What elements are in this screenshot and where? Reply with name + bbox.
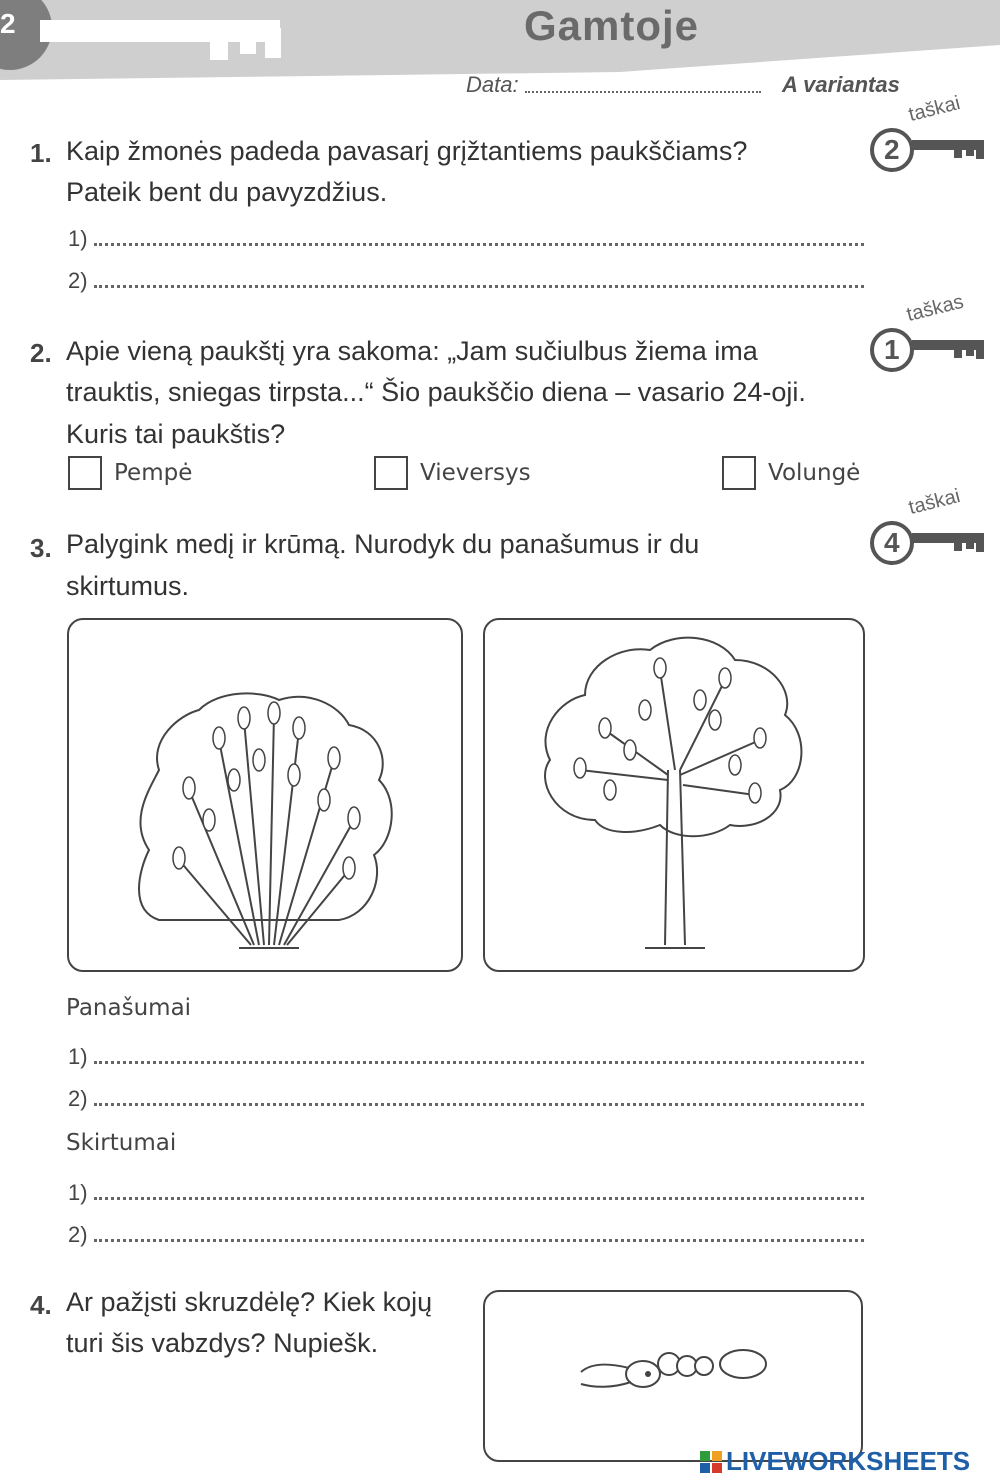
q2-option-pempe[interactable]: [68, 456, 192, 490]
header-band: [0, 0, 1000, 80]
tree-image-frame: [483, 618, 865, 972]
q2-points-label: taškas: [904, 290, 966, 327]
page-number: 2: [0, 8, 16, 39]
q3-difference-2[interactable]: [68, 1222, 864, 1248]
q2-checkbox-volunge[interactable]: [722, 456, 756, 490]
tree-illustration: [485, 620, 863, 970]
q2-text-line2: trauktis, sniegas tirpsta...“ Šio paukščio diena – vasario 24-oji.: [66, 377, 806, 407]
q1-points-label: taškai: [906, 92, 963, 127]
date-field[interactable]: [466, 72, 761, 98]
q4-number: 4.: [30, 1290, 52, 1320]
q3-points-label: taškai: [906, 485, 963, 520]
q3-similarity-2-label: 2): [68, 1086, 88, 1111]
q1-answer-1[interactable]: [68, 226, 864, 252]
q3-points-value: 4: [884, 527, 900, 558]
q2-option-vieversys[interactable]: [374, 456, 531, 490]
ant-partial-illustration: [485, 1292, 861, 1460]
q3-similarity-1-label: 1): [68, 1044, 88, 1069]
q1-answer-2[interactable]: [68, 268, 864, 294]
q2-text-line1: Apie vieną paukštį yra sakoma: „Jam sučiulbus žiema ima: [66, 336, 758, 366]
q3-similarity-2[interactable]: [68, 1086, 864, 1112]
page-title: Gamtoje: [524, 2, 700, 49]
q1-number: 1.: [30, 138, 52, 168]
q3-number: 3.: [30, 533, 52, 563]
q1-points-value: 2: [884, 134, 900, 165]
variant-label: A variantas: [782, 72, 900, 97]
bush-image-frame: [67, 618, 463, 972]
differences-label: Skirtumai: [66, 1130, 177, 1156]
q3-difference-1[interactable]: [68, 1180, 864, 1206]
q1-answer-1-label: 1): [68, 226, 88, 251]
q2-option-volunge[interactable]: [722, 456, 860, 490]
q3-difference-2-label: 2): [68, 1222, 88, 1247]
bush-illustration: [69, 620, 461, 970]
q2-checkbox-pempe[interactable]: [68, 456, 102, 490]
q3-text-line1: Palygink medį ir krūmą. Nurodyk du panašumus ir du: [66, 529, 700, 559]
liveworksheets-logo-icon: [700, 1451, 722, 1473]
liveworksheets-brand-text: LIVEWORKSHEETS: [726, 1446, 971, 1476]
q2-points-value: 1: [884, 334, 900, 365]
q1-text-line1: Kaip žmonės padeda pavasarį grįžtantiems paukščiams?: [66, 136, 748, 166]
date-label: Data:: [466, 72, 519, 97]
q3-similarity-1[interactable]: [68, 1044, 864, 1070]
q3-text-line2: skirtumus.: [66, 571, 190, 601]
q3-difference-1-label: 1): [68, 1180, 88, 1205]
q1-text-line2: Pateik bent du pavyzdžius.: [66, 177, 388, 207]
q4-text-line2: turi šis vabzdys? Nupiešk.: [66, 1328, 379, 1358]
q2-text-line3: Kuris tai paukštis?: [66, 419, 286, 449]
q1-answer-2-label: 2): [68, 268, 88, 293]
q2-checkbox-vieversys[interactable]: [374, 456, 408, 490]
q2-option-volunge-label: Volungė: [768, 460, 861, 486]
q2-option-pempe-label: Pempė: [114, 460, 193, 486]
date-line[interactable]: [525, 83, 761, 93]
q2-number: 2.: [30, 338, 52, 368]
q2-option-vieversys-label: Vieversys: [420, 460, 531, 486]
liveworksheets-logo: [700, 1446, 970, 1477]
q4-text-line1: Ar pažįsti skruzdėlę? Kiek kojų: [66, 1287, 433, 1317]
ant-drawing-area[interactable]: [483, 1290, 863, 1462]
similarities-label: Panašumai: [66, 995, 192, 1021]
